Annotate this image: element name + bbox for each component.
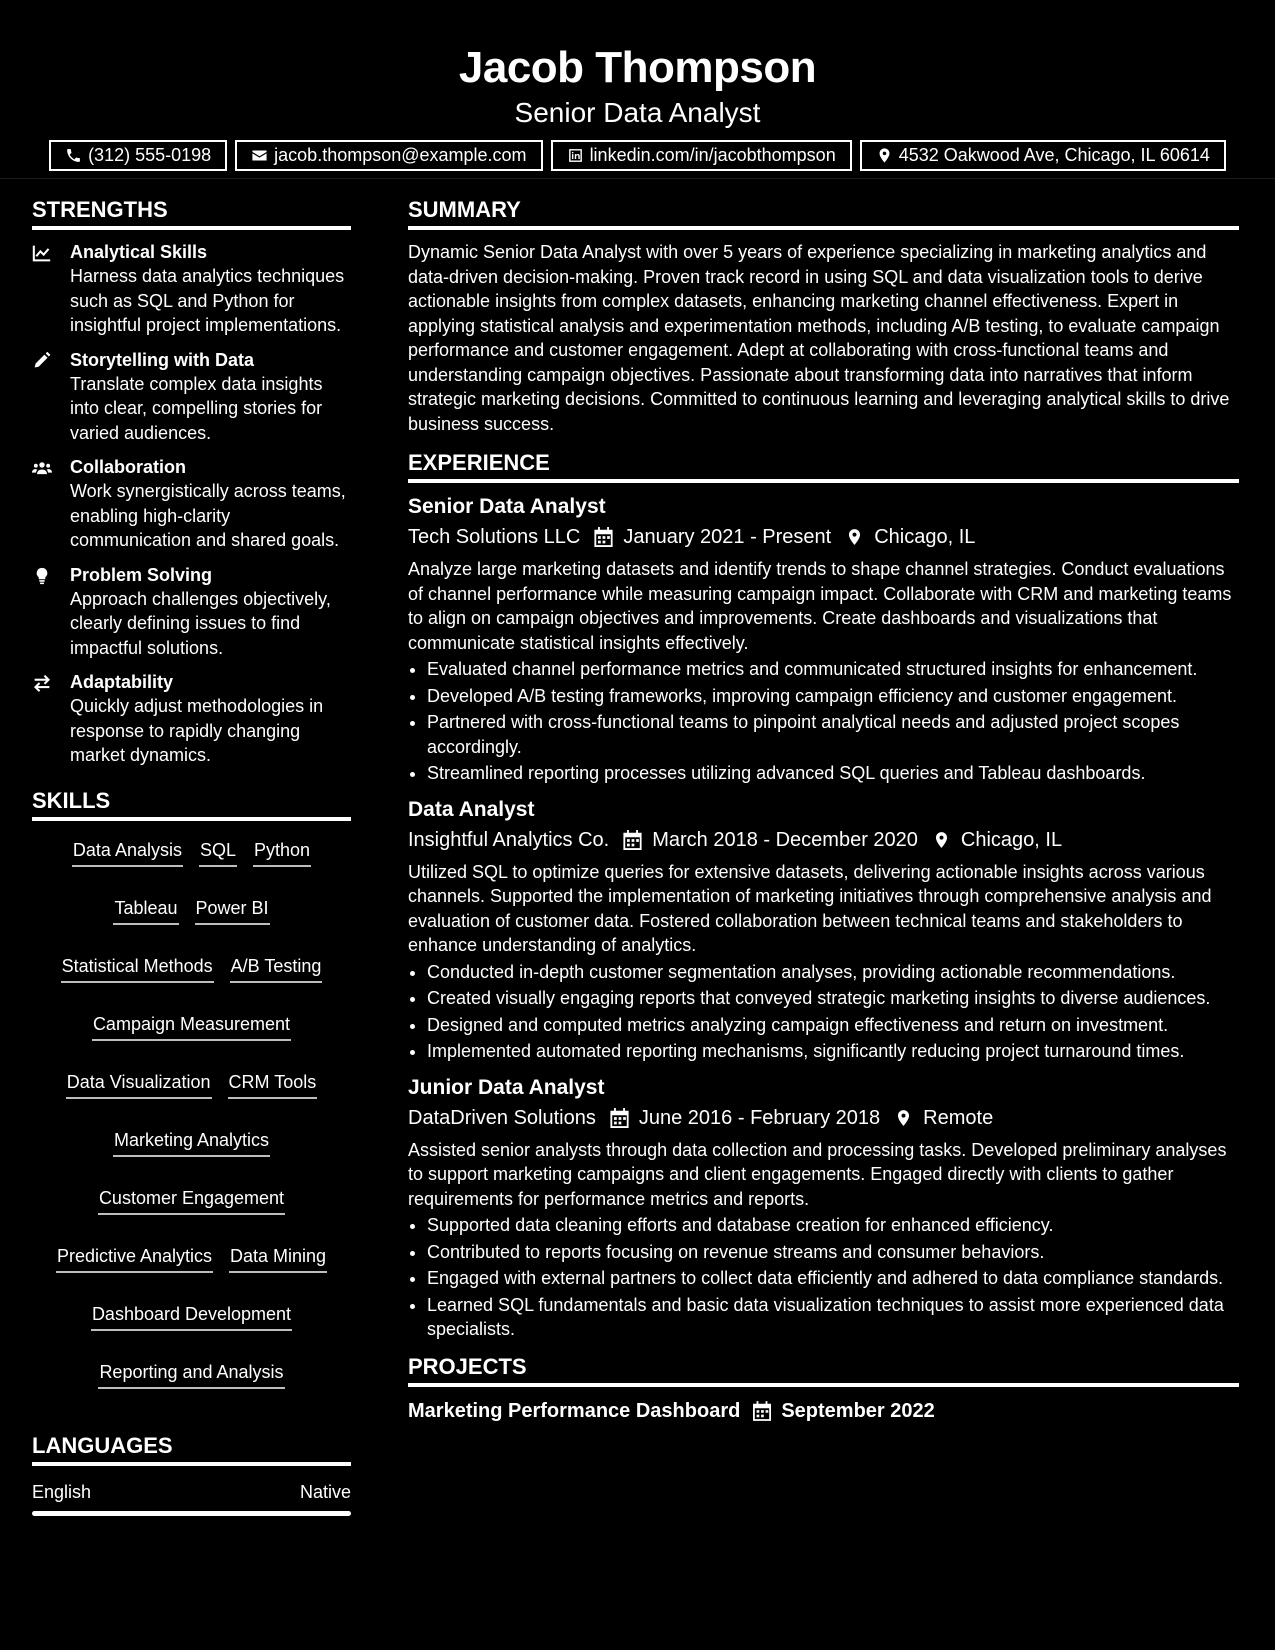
strength-desc: Approach challenges objectively, clearly defining issues to find impactful solutions.: [70, 588, 331, 658]
skill-tag: Campaign Measurement: [92, 1013, 291, 1041]
job-title: Data Analyst: [408, 797, 535, 821]
left-column: [32, 195, 351, 1516]
experience-entry: [408, 1074, 1239, 1342]
summary-section: [408, 195, 1239, 436]
job-title: Junior Data Analyst: [408, 1075, 605, 1099]
skill-tag: SQL: [199, 839, 237, 867]
map-pin-icon: [932, 830, 951, 850]
header-divider: [0, 178, 1275, 179]
contact-address[interactable]: [860, 140, 1226, 171]
users-icon: [32, 459, 52, 477]
skill-tag: Statistical Methods: [61, 955, 214, 983]
job-dates: January 2021 - Present: [623, 526, 832, 548]
experience-entry: [408, 796, 1239, 1064]
job-meta: [408, 826, 1239, 854]
contact-linkedin[interactable]: [551, 140, 852, 171]
skill-tag: Data Visualization: [66, 1071, 212, 1099]
job-dates: March 2018 - December 2020: [652, 828, 918, 851]
calendar-icon: [610, 1108, 629, 1128]
projects-section: [408, 1352, 1239, 1425]
contact-email[interactable]: [235, 140, 542, 171]
skills-heading: SKILLS: [32, 786, 351, 821]
job-dates: June 2016 - February 2018: [638, 1106, 881, 1129]
contact-bar: [0, 140, 1275, 171]
job-bullet: • Learned SQL fundamentals and basic data visualization techniques to assist more experienced data specialists.: [427, 1293, 1239, 1342]
calendar-icon: [594, 527, 613, 547]
pencil-icon: [32, 352, 52, 370]
map-pin-icon: [876, 147, 893, 164]
resume-header: [0, 0, 1275, 171]
languages-section: [32, 1431, 351, 1516]
strength-title: Collaboration: [70, 457, 186, 477]
map-pin-icon: [894, 1108, 913, 1128]
job-meta: [408, 523, 1239, 551]
skills-section: [32, 786, 351, 1389]
experience-section: [408, 448, 1239, 1342]
skill-tag: Power BI: [195, 897, 270, 925]
exchange-arrows-icon: [32, 674, 52, 692]
job-description: Utilized SQL to optimize queries for extensive datasets, delivering actionable insights across various channels. Supported the implementation of marketing initiatives through comprehensive analysis and evaluation of customer data. Fostered collaboration between technical teams and stakeholders to enhance understanding of analytics.: [408, 861, 1212, 955]
job-description: Analyze large marketing datasets and identify trends to shape channel strategies. Conduct evaluations of channel performance while measuring campaign impact. Collaborate with CRM and marketing teams to align on campaign objectives and improvements. Create dashboards and visualizations that communicate statistical insights effectively.: [408, 559, 1232, 653]
job-bullets: [408, 657, 1239, 786]
language-name: English: [32, 1481, 92, 1502]
map-pin-icon: [845, 527, 864, 547]
contact-email-text: jacob.thompson@example.com: [274, 145, 527, 165]
contact-address-text: 4532 Oakwood Ave, Chicago, IL 60614: [898, 145, 1210, 165]
calendar-icon: [753, 1401, 771, 1421]
job-bullet: • Implemented automated reporting mechanisms, significantly reducing project turnaround times.: [427, 1039, 1239, 1064]
job-bullet: • Supported data cleaning efforts and database creation for enhanced efficiency.: [427, 1213, 1239, 1238]
line-chart-icon: [32, 244, 52, 262]
experience-entry: [408, 493, 1239, 786]
language-proficiency-bar: [32, 1511, 351, 1516]
languages-heading: LANGUAGES: [32, 1431, 351, 1466]
strength-item: [32, 348, 351, 446]
skill-tag: Customer Engagement: [98, 1187, 285, 1215]
envelope-icon: [251, 147, 268, 164]
job-company: DataDriven Solutions: [408, 1106, 596, 1129]
job-bullet: • Developed A/B testing frameworks, improving campaign efficiency and customer engagement.: [427, 684, 1239, 709]
skill-tag: Dashboard Development: [91, 1303, 292, 1331]
job-bullet: • Designed and computed metrics analyzing campaign effectiveness and return on investment.: [427, 1013, 1239, 1038]
skill-tag: A/B Testing: [230, 955, 323, 983]
skill-tag: Data Analysis: [72, 839, 183, 867]
skill-tag: Tableau: [113, 897, 178, 925]
project-title: Marketing Performance Dashboard: [408, 1399, 741, 1422]
candidate-name: Jacob Thompson: [458, 43, 817, 92]
linkedin-icon: [567, 147, 584, 164]
summary-text: Dynamic Senior Data Analyst with over 5 years of experience specializing in marketing analytics and data-driven decision-making. Proven track record in using SQL and data visualization tools to derive actionable insights from complex datasets, enhancing marketing channel effectiveness. Expert in applying statistical analysis and experimentation methods, including A/B testing, to evaluate campaign performance and customer engagement. Adept at collaborating with cross-functional teams and understanding campaign objectives. Passionate about transforming data into narratives that inform strategic marketing decisions. Committed to continuous learning and leveraging analytical skills to drive business success.: [408, 242, 1230, 434]
job-bullet: • Engaged with external partners to collect data efficiently and adhered to data compliance standards.: [427, 1266, 1239, 1291]
skill-tag: Marketing Analytics: [113, 1129, 270, 1157]
calendar-icon: [623, 830, 642, 850]
strength-desc: Quickly adjust methodologies in response to rapidly changing market dynamics.: [70, 696, 324, 765]
strength-title: Analytical Skills: [70, 242, 208, 262]
job-bullet: • Contributed to reports focusing on revenue streams and consumer behaviors.: [427, 1240, 1239, 1265]
strength-desc: Work synergistically across teams, enabling high-clarity communication and shared goals.: [70, 481, 346, 550]
skills-list: [32, 831, 351, 1389]
strength-title: Adaptability: [70, 672, 174, 692]
projects-heading: PROJECTS: [408, 1352, 1239, 1387]
job-bullet: • Streamlined reporting processes utilizing advanced SQL queries and Tableau dashboards.: [427, 761, 1239, 786]
candidate-title: Senior Data Analyst: [514, 97, 761, 128]
language-level: Native: [299, 1481, 351, 1502]
job-company: Tech Solutions LLC: [408, 526, 581, 548]
project-entry: [408, 1397, 1239, 1425]
job-description: Assisted senior analysts through data collection and processing tasks. Developed preliminary analyses to support marketing campaigns and client engagements. Engaged directly with clients to gather requirements for performance metrics and reports.: [408, 1139, 1227, 1209]
summary-heading: SUMMARY: [408, 195, 1239, 230]
phone-icon: [65, 147, 82, 164]
strength-desc: Harness data analytics techniques such as SQL and Python for insightful project implementations.: [70, 266, 345, 335]
job-location: Chicago, IL: [874, 526, 976, 548]
skill-tag: CRM Tools: [228, 1071, 318, 1099]
job-meta: [408, 1104, 1239, 1132]
strength-item: [32, 455, 351, 553]
right-column: [408, 195, 1239, 1425]
job-bullet: • Partnered with cross-functional teams to pinpoint analytical needs and adjusted project scopes accordingly.: [427, 710, 1239, 759]
strength-desc: Translate complex data insights into clear, compelling stories for varied audiences.: [70, 373, 323, 443]
strength-title: Problem Solving: [70, 564, 213, 585]
project-date: September 2022: [781, 1399, 935, 1422]
contact-phone-text: (312) 555-0198: [88, 145, 212, 165]
job-title: Senior Data Analyst: [408, 495, 606, 518]
skill-tag: Data Mining: [229, 1245, 327, 1273]
job-bullet: • Evaluated channel performance metrics and communicated structured insights for enhancement.: [427, 657, 1239, 682]
skill-tag: Reporting and Analysis: [98, 1361, 284, 1389]
strengths-heading: STRENGTHS: [32, 195, 351, 230]
language-row: [32, 1480, 351, 1504]
experience-heading: EXPERIENCE: [408, 448, 1239, 483]
strength-item: [32, 563, 351, 661]
contact-linkedin-text: linkedin.com/in/jacobthompson: [589, 145, 836, 165]
strength-title: Storytelling with Data: [70, 349, 255, 370]
job-bullet: • Conducted in-depth customer segmentation analyses, providing actionable recommendations.: [427, 960, 1239, 985]
lightbulb-icon: [32, 567, 52, 585]
skill-tag: Predictive Analytics: [56, 1245, 213, 1273]
job-location: Chicago, IL: [960, 828, 1063, 851]
strength-item: [32, 670, 351, 768]
contact-phone[interactable]: [49, 140, 227, 171]
job-bullets: [408, 1213, 1239, 1342]
skill-tag: Python: [253, 839, 311, 867]
strength-item: [32, 240, 351, 338]
job-location: Remote: [923, 1106, 994, 1129]
job-bullets: [408, 960, 1239, 1064]
job-company: Insightful Analytics Co.: [408, 828, 610, 851]
job-bullet: • Created visually engaging reports that conveyed strategic marketing insights to diverse audiences.: [427, 986, 1239, 1011]
strengths-section: [32, 195, 351, 768]
